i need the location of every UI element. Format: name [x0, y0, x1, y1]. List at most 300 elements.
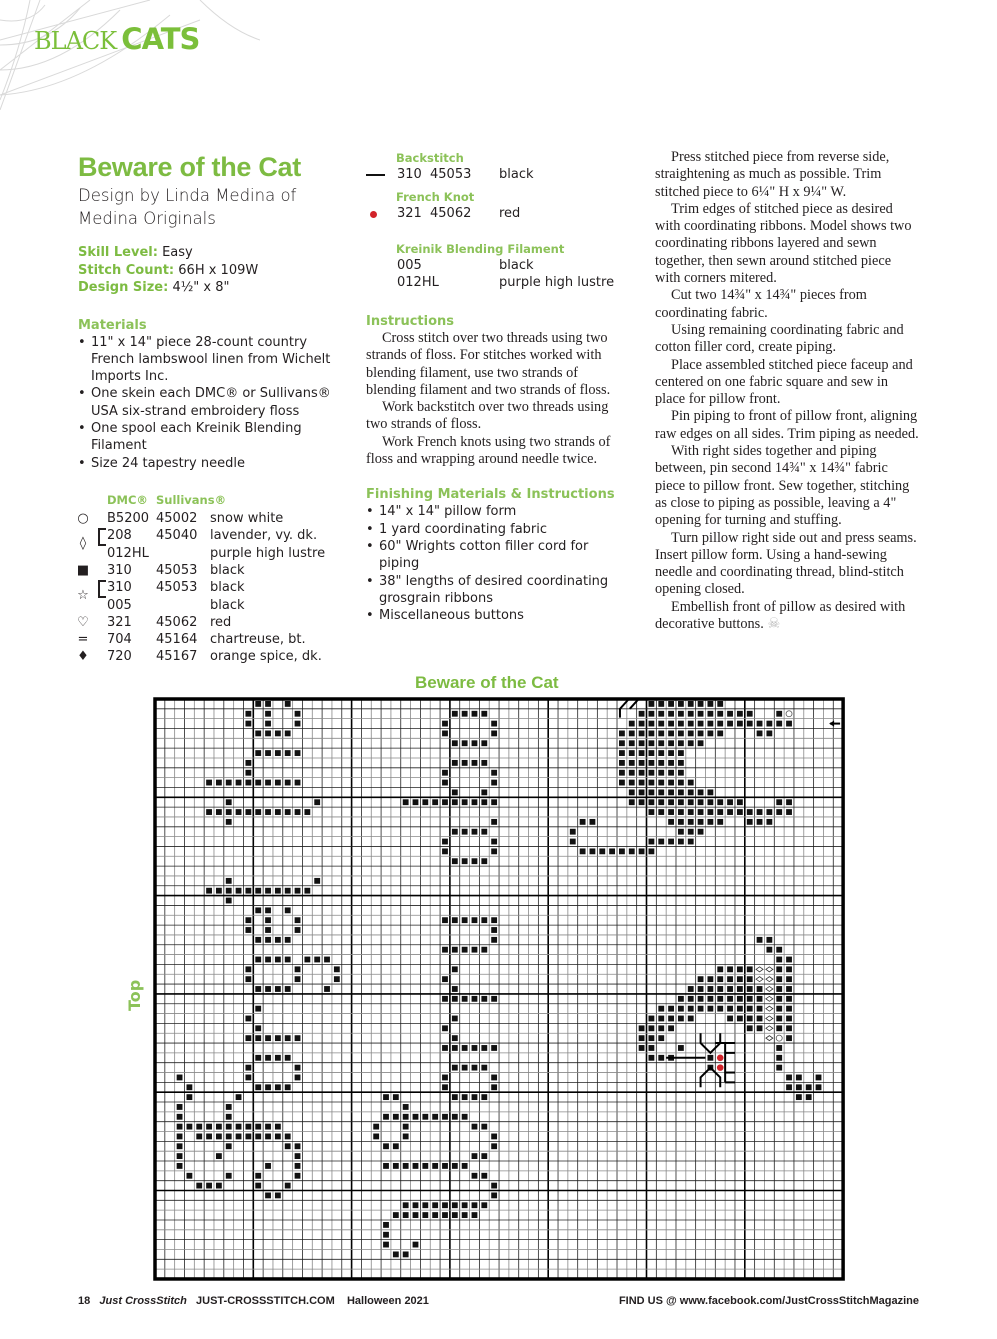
stitch-black: [285, 907, 291, 913]
stitch-black: [265, 721, 271, 727]
stitch-black: [462, 1065, 468, 1071]
stitch-black: [275, 1055, 281, 1061]
stitch-black: [236, 1134, 242, 1140]
stitch-black: [491, 927, 497, 933]
stitch-black: [678, 780, 684, 786]
stitch-black: [786, 1016, 792, 1022]
stitch-black: [295, 1035, 301, 1041]
french-knot: [717, 1054, 724, 1061]
stitch-black: [413, 1163, 419, 1169]
stitch-black: [452, 986, 458, 992]
stitch-black: [629, 721, 635, 727]
dmc-header: DMC®: [107, 493, 148, 507]
stitch-black: [393, 1094, 399, 1100]
stitch-black: [727, 996, 733, 1002]
stitch-black: [481, 996, 487, 1002]
stitch-black: [727, 721, 733, 727]
stitch-black: [757, 996, 763, 1002]
stitch-black: [629, 760, 635, 766]
backstitch-line-icon: [366, 174, 385, 176]
color-name: snow white: [210, 511, 284, 526]
stitch-black: [255, 780, 261, 786]
stitch-black: [668, 740, 674, 746]
stitch-black: [422, 1114, 428, 1120]
stitch-black: [491, 1134, 497, 1140]
stitch-black: [649, 711, 655, 717]
stitch-black: [275, 888, 281, 894]
stitch-black: [383, 1094, 389, 1100]
stitch-black: [442, 1084, 448, 1090]
stitch-black: [452, 966, 458, 972]
stitch-black: [295, 1153, 301, 1159]
stitch-black: [255, 809, 261, 815]
list-item: • Miscellaneous buttons: [366, 607, 624, 624]
stitch-black: [472, 799, 478, 805]
dmc-code: 321: [107, 614, 132, 630]
stitch-black: [658, 780, 664, 786]
stitch-black: [442, 848, 448, 854]
stitch-black: [265, 809, 271, 815]
stitch-black: [698, 730, 704, 736]
page-number: 18: [78, 1295, 91, 1307]
stitch-black: [816, 1075, 822, 1081]
stitch-black: [707, 819, 713, 825]
stitch-black: [275, 1035, 281, 1041]
stitch-black: [177, 1104, 183, 1110]
stitch-black: [668, 1025, 674, 1031]
stitch-black: [727, 711, 733, 717]
stitch-black: [658, 799, 664, 805]
stitch-black: [216, 1134, 222, 1140]
footer-left: [78, 1295, 429, 1307]
backstitch-row: 310 45053 black: [366, 166, 626, 183]
stitch-black: [649, 730, 655, 736]
stitch-black: [295, 1173, 301, 1179]
stitch-black: [698, 809, 704, 815]
stitch-black: [422, 1212, 428, 1218]
stitch-black: [481, 1202, 487, 1208]
stitch-black: [688, 780, 694, 786]
stitch-black: [619, 760, 625, 766]
stitch-black: [481, 760, 487, 766]
stitch-black: [629, 789, 635, 795]
stitch-black: [658, 839, 664, 845]
stitch-black: [265, 1124, 271, 1130]
stitch-black: [491, 917, 497, 923]
stitch-black: [462, 1212, 468, 1218]
stitch-black: [216, 780, 222, 786]
color-key-row: [76, 527, 356, 552]
stitch-black: [452, 996, 458, 1002]
stitch-black: [707, 730, 713, 736]
stitch-black: [688, 721, 694, 727]
stitch-black: [776, 1055, 782, 1061]
stitch-black: [678, 1045, 684, 1051]
stitch-black: [432, 1212, 438, 1218]
stitch-black: [442, 996, 448, 1002]
stitch-black: [619, 770, 625, 776]
stitch-black: [472, 760, 478, 766]
materials-heading: Materials: [78, 317, 147, 333]
stitch-black: [491, 819, 497, 825]
stitch-black: [639, 789, 645, 795]
stitch-black: [678, 770, 684, 776]
sullivans-code: 45040: [156, 528, 198, 544]
stitch-black: [649, 809, 655, 815]
stitch-black: [688, 996, 694, 1002]
stitch-black: [442, 1075, 448, 1081]
stitch-black: [658, 809, 664, 815]
stitch-black: [462, 760, 468, 766]
stitch-black: [196, 1134, 202, 1140]
stitch-black: [245, 976, 251, 982]
stitch-black: [698, 740, 704, 746]
stitch-black: [649, 1055, 655, 1061]
stitch-black: [776, 947, 782, 953]
stitch-black: [619, 780, 625, 786]
stitch-black: [255, 937, 261, 943]
stitch-black: [727, 986, 733, 992]
stitch-black: [668, 1016, 674, 1022]
stitch-black: [314, 878, 320, 884]
stitch-black: [491, 770, 497, 776]
stitch-black: [295, 750, 301, 756]
stitch-black: [393, 1251, 399, 1257]
stitch-black: [481, 711, 487, 717]
stitch-black: [678, 1016, 684, 1022]
stitch-black: [688, 809, 694, 815]
stitch-black: [403, 799, 409, 805]
stitch-black: [265, 711, 271, 717]
stitch-black: [658, 711, 664, 717]
stitch-black: [481, 1065, 487, 1071]
stitch-black: [766, 937, 772, 943]
stitch-black: [265, 1035, 271, 1041]
stitch-black: [432, 1163, 438, 1169]
stitch-black: [816, 1084, 822, 1090]
stitch-black: [737, 986, 743, 992]
stitch-black: [226, 1124, 232, 1130]
stitch-black: [226, 878, 232, 884]
stitch-black: [403, 1163, 409, 1169]
stitch-black: [245, 780, 251, 786]
stitch-black: [491, 1075, 497, 1081]
stitch-black: [265, 957, 271, 963]
color-name: chartreuse, bt.: [210, 632, 306, 648]
stitch-black: [639, 760, 645, 766]
stitch-black: [658, 1025, 664, 1031]
stitch-black: [177, 1153, 183, 1159]
stitch-black: [590, 848, 596, 854]
designer-byline-2: Medina Originals: [78, 209, 216, 228]
stitch-black: [393, 1163, 399, 1169]
stitch-black: [403, 1124, 409, 1130]
finishing-instructions-column: Press stitched piece from reverse side, straightening as much as possible. Trim stitched piece to 6¼" H x 9¼" W. Trim edges of stitched piece as desired with coordinating ribbons. Model shows two coordinating ribbons layered and sewn together, then sewn around stitched piece with corners mitered. Cut two 14¾" x 14¾" pieces from coordinating fabric. Using remaining coordinating fabric and cotton filler cord, create piping. Place assembled stitched piece faceup and centered on one fabric square and sew in place for pillow front. Pin piping to front of pillow front, aligning raw edges on all sides. Trim piping as needed. With right sides together and piping between, pin second 14¾" x 14¾" fabric piece to pillow front. Sew together, stitching as close to piping as possible, leaving a 4" opening for turning and stuffing. Turn pillow right side out and press seams. Insert pillow form. Using a hand-sewing needle and coordinating thread, blind-stitch opening closed. Embellish front of pillow as desired with decorative buttons. ☠: [655, 149, 919, 633]
stitch-black: [255, 750, 261, 756]
stitch-black: [629, 770, 635, 776]
stitch-black: [491, 1183, 497, 1189]
stitch-black: [668, 711, 674, 717]
stitch-black: [472, 1202, 478, 1208]
color-key-row: [76, 597, 356, 614]
stitch-black: [678, 809, 684, 815]
stitch-black: [786, 809, 792, 815]
stitch-black: [206, 888, 212, 894]
stitch-black: [285, 1035, 291, 1041]
stitch-black: [717, 711, 723, 717]
stitch-black: [373, 1124, 379, 1130]
stitch-black: [727, 799, 733, 805]
stitch-black: [757, 986, 763, 992]
orientation-label: Top: [125, 979, 144, 1011]
stitch-black: [786, 957, 792, 963]
stitch-black: [698, 711, 704, 717]
star-outline-icon: ☆: [77, 588, 89, 604]
stitch-black: [206, 1134, 212, 1140]
stitch-black: [658, 701, 664, 707]
stitch-black: [481, 799, 487, 805]
color-name: black: [210, 562, 245, 578]
kreinik-heading: Kreinik Blending Filament: [396, 242, 565, 256]
stitch-black: [599, 848, 605, 854]
dmc-code: 005: [107, 597, 132, 613]
stitch-black: [255, 1035, 261, 1041]
stitch-black: [688, 701, 694, 707]
stitch-black: [649, 1025, 655, 1031]
stitch-black: [668, 701, 674, 707]
stitch-black: [649, 701, 655, 707]
list-item: • 38" lengths of desired coordinating grosgrain ribbons: [366, 573, 624, 608]
stitch-black: [698, 996, 704, 1002]
stitch-black: [717, 976, 723, 982]
stitch-black: [206, 780, 212, 786]
stitch-black: [255, 1025, 261, 1031]
sullivans-code: 45167: [156, 649, 198, 665]
list-item: • 1 yard coordinating fabric: [366, 521, 624, 538]
stitch-black: [698, 829, 704, 835]
stitch-black: [717, 966, 723, 972]
stitch-black: [472, 1212, 478, 1218]
issue-name: Halloween 2021: [346, 1295, 429, 1307]
stitch-black: [462, 829, 468, 835]
stitch-black: [472, 740, 478, 746]
stitch-black: [649, 1045, 655, 1051]
stitch-black: [629, 730, 635, 736]
stitch-black: [285, 1143, 291, 1149]
stitch-black: [491, 937, 497, 943]
stitch-black: [403, 1212, 409, 1218]
stitch-black: [776, 957, 782, 963]
stitch-black: [186, 1094, 192, 1100]
stitch-black: [265, 1084, 271, 1090]
stitch-black: [285, 937, 291, 943]
sullivans-code: 45053: [156, 580, 198, 596]
stitch-black: [629, 799, 635, 805]
stitch-black: [452, 1065, 458, 1071]
backstitch-heading: Backstitch: [396, 151, 464, 165]
stitch-black: [668, 750, 674, 756]
stitch-black: [472, 1045, 478, 1051]
stitch-black: [462, 799, 468, 805]
stitch-black: [796, 1094, 802, 1100]
stitch-black: [491, 848, 497, 854]
stitch-black: [177, 1163, 183, 1169]
stitch-black: [668, 770, 674, 776]
stitch-black: [442, 1114, 448, 1120]
list-item: • 11" x 14" piece 28-count country French lambswool linen from Wichelt Imports Inc.: [78, 334, 343, 386]
stitch-black: [236, 780, 242, 786]
stitch-black: [265, 1163, 271, 1169]
stitch-black: [295, 1075, 301, 1081]
stitch-black: [481, 1094, 487, 1100]
stitch-black: [413, 1202, 419, 1208]
stitch-black: [491, 996, 497, 1002]
stitch-black: [649, 740, 655, 746]
stitch-black: [265, 1134, 271, 1140]
circle-icon: ○: [77, 511, 89, 526]
color-name: lavender, vy. dk.: [210, 528, 318, 544]
stitch-black: [698, 701, 704, 707]
stitch-black: [717, 721, 723, 727]
french-knot-heading: French Knot: [396, 190, 475, 204]
stitch-black: [491, 730, 497, 736]
stitch-black: [462, 996, 468, 1002]
stitch-black: [442, 770, 448, 776]
stitch-black: [786, 986, 792, 992]
stitch-black: [481, 1153, 487, 1159]
stitch-black: [678, 996, 684, 1002]
stitch-black: [226, 888, 232, 894]
stitch-black: [707, 701, 713, 707]
blend-bracket: [98, 528, 106, 546]
stitch-black: [491, 839, 497, 845]
stitch-black: [668, 789, 674, 795]
stitch-black: [275, 809, 281, 815]
stitch-black: [649, 760, 655, 766]
section-label-part2: CATS: [121, 22, 200, 56]
stitch-black: [452, 740, 458, 746]
stitch-black: [678, 829, 684, 835]
stitch-black: [688, 986, 694, 992]
stitch-black: [255, 730, 261, 736]
stitch-count: Stitch Count: 66H x 109W: [78, 262, 259, 278]
stitch-black: [776, 1065, 782, 1071]
blend-bracket: [98, 580, 106, 598]
stitch-black: [245, 966, 251, 972]
diamond-outline-icon: ◊: [79, 536, 87, 552]
stitch-black: [629, 780, 635, 786]
skill-level: Skill Level: Easy: [78, 245, 193, 260]
stitch-black: [737, 809, 743, 815]
stitch-black: [422, 1202, 428, 1208]
stitch-black: [295, 721, 301, 727]
stitch-black: [236, 1094, 242, 1100]
stitch-black: [275, 750, 281, 756]
stitch-black: [776, 1006, 782, 1012]
stitch-black: [491, 721, 497, 727]
stitch-black: [481, 917, 487, 923]
stitch-black: [383, 1232, 389, 1238]
stitch-black: [786, 721, 792, 727]
stitch-black: [619, 740, 625, 746]
stitch-black: [295, 1163, 301, 1169]
stitch-black: [255, 1006, 261, 1012]
stitch-black: [472, 829, 478, 835]
stitch-black: [245, 809, 251, 815]
stitch-black: [275, 730, 281, 736]
website-link[interactable]: JUST-CROSSSTITCH.COM: [196, 1295, 335, 1307]
stitch-black: [295, 711, 301, 717]
stitch-black: [717, 701, 723, 707]
stitch-black: [737, 799, 743, 805]
stitch-black: [590, 819, 596, 825]
stitch-black: [707, 996, 713, 1002]
footer-social[interactable]: FIND US @ www.facebook.com/JustCrossStitchMagazine: [618, 1295, 919, 1307]
stitch-black: [275, 780, 281, 786]
color-name: black: [210, 580, 245, 596]
stitch-black: [255, 701, 261, 707]
stitch-black: [757, 1025, 763, 1031]
stitch-black: [757, 730, 763, 736]
stitch-black: [334, 976, 340, 982]
stitch-black: [570, 829, 576, 835]
stitch-black: [639, 740, 645, 746]
stitch-black: [245, 770, 251, 776]
stitch-black: [678, 721, 684, 727]
stitch-black: [707, 721, 713, 727]
stitch-black: [639, 799, 645, 805]
stitch-black: [462, 1045, 468, 1051]
stitch-black: [747, 986, 753, 992]
stitch-black: [226, 780, 232, 786]
stitch-black: [649, 839, 655, 845]
stitch-black: [707, 809, 713, 815]
stitch-black: [609, 848, 615, 854]
stitch-black: [776, 976, 782, 982]
stitch-black: [717, 809, 723, 815]
stitch-black: [698, 789, 704, 795]
stitch-black: [245, 927, 251, 933]
stitch-black: [452, 917, 458, 923]
stitch-black: [747, 819, 753, 825]
stitch-black: [295, 1143, 301, 1149]
stitch-black: [265, 888, 271, 894]
stitch-black: [255, 907, 261, 913]
stitch-black: [452, 711, 458, 717]
stitch-black: [285, 730, 291, 736]
stitch-black: [481, 1045, 487, 1051]
stitch-black: [688, 711, 694, 717]
stitch-black: [678, 750, 684, 756]
stitch-black: [727, 976, 733, 982]
stitch-black: [776, 711, 782, 717]
stitch-black: [747, 976, 753, 982]
stitch-black: [285, 957, 291, 963]
stitch-black: [452, 1035, 458, 1041]
stitch-black: [245, 888, 251, 894]
stitch-black: [678, 1006, 684, 1012]
stitch-black: [619, 750, 625, 756]
stitch-black: [393, 1212, 399, 1218]
stitch-black: [285, 986, 291, 992]
stitch-black: [413, 1242, 419, 1248]
stitch-black: [472, 1065, 478, 1071]
french-knot: [717, 1064, 724, 1071]
stitch-black: [177, 1114, 183, 1120]
stitch-black: [422, 1163, 428, 1169]
stitch-black: [462, 947, 468, 953]
stitch-black: [462, 917, 468, 923]
